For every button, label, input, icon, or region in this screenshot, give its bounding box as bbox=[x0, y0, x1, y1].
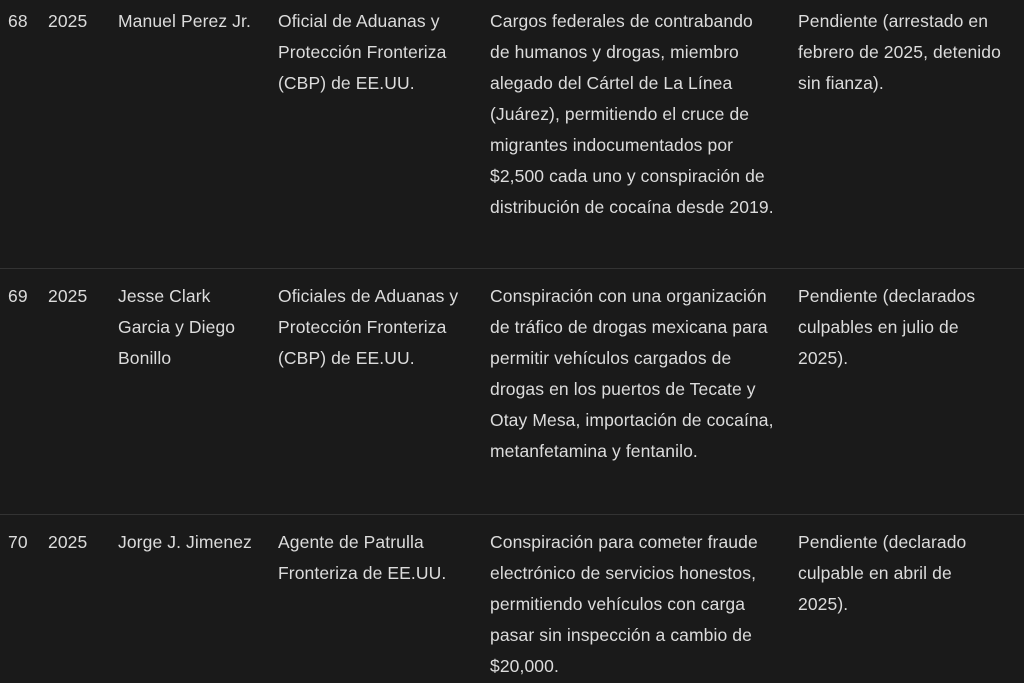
case-number-cell: 68 bbox=[8, 11, 28, 31]
position-cell: Oficiales de Aduanas y Protección Fronteriza (CBP) de EE.UU. bbox=[278, 286, 459, 368]
charges-cell: Cargos federales de contrabando de humanos y drogas, miembro alegado del Cártel de La Línea (Juárez), permitiendo el cruce de migrantes indocumentados por $2,500 cada uno y conspiración de distribución de cocaína desde 2019. bbox=[490, 11, 774, 217]
year-cell: 2025 bbox=[48, 532, 88, 552]
name-cell: Manuel Perez Jr. bbox=[118, 11, 251, 31]
position-cell: Agente de Patrulla Fronteriza de EE.UU. bbox=[278, 532, 447, 583]
status-cell: Pendiente (declarados culpables en julio de 2025). bbox=[798, 286, 976, 368]
charges-cell: Conspiración con una organización de tráfico de drogas mexicana para permitir vehículos cargados de drogas en los puertos de Tecate y Otay Mesa, importación de cocaína, metanfetamina y fentanilo. bbox=[490, 286, 774, 461]
position-cell: Oficial de Aduanas y Protección Fronteriza (CBP) de EE.UU. bbox=[278, 11, 447, 93]
table-row bbox=[0, 514, 1024, 683]
table-row bbox=[0, 0, 1024, 268]
charges-cell: Conspiración para cometer fraude electrónico de servicios honestos, permitiendo vehículos con carga pasar sin inspección a cambio de $20,000. bbox=[490, 532, 758, 676]
table-row bbox=[0, 268, 1024, 514]
name-cell: Jorge J. Jimenez bbox=[118, 532, 252, 552]
status-cell: Pendiente (declarado culpable en abril de 2025). bbox=[798, 532, 967, 614]
case-number-cell: 70 bbox=[8, 532, 28, 552]
case-number-cell: 69 bbox=[8, 286, 28, 306]
name-cell: Jesse Clark Garcia y Diego Bonillo bbox=[118, 286, 236, 368]
status-cell: Pendiente (arrestado en febrero de 2025, detenido sin fianza). bbox=[798, 11, 1001, 93]
year-cell: 2025 bbox=[48, 286, 88, 306]
year-cell: 2025 bbox=[48, 11, 88, 31]
